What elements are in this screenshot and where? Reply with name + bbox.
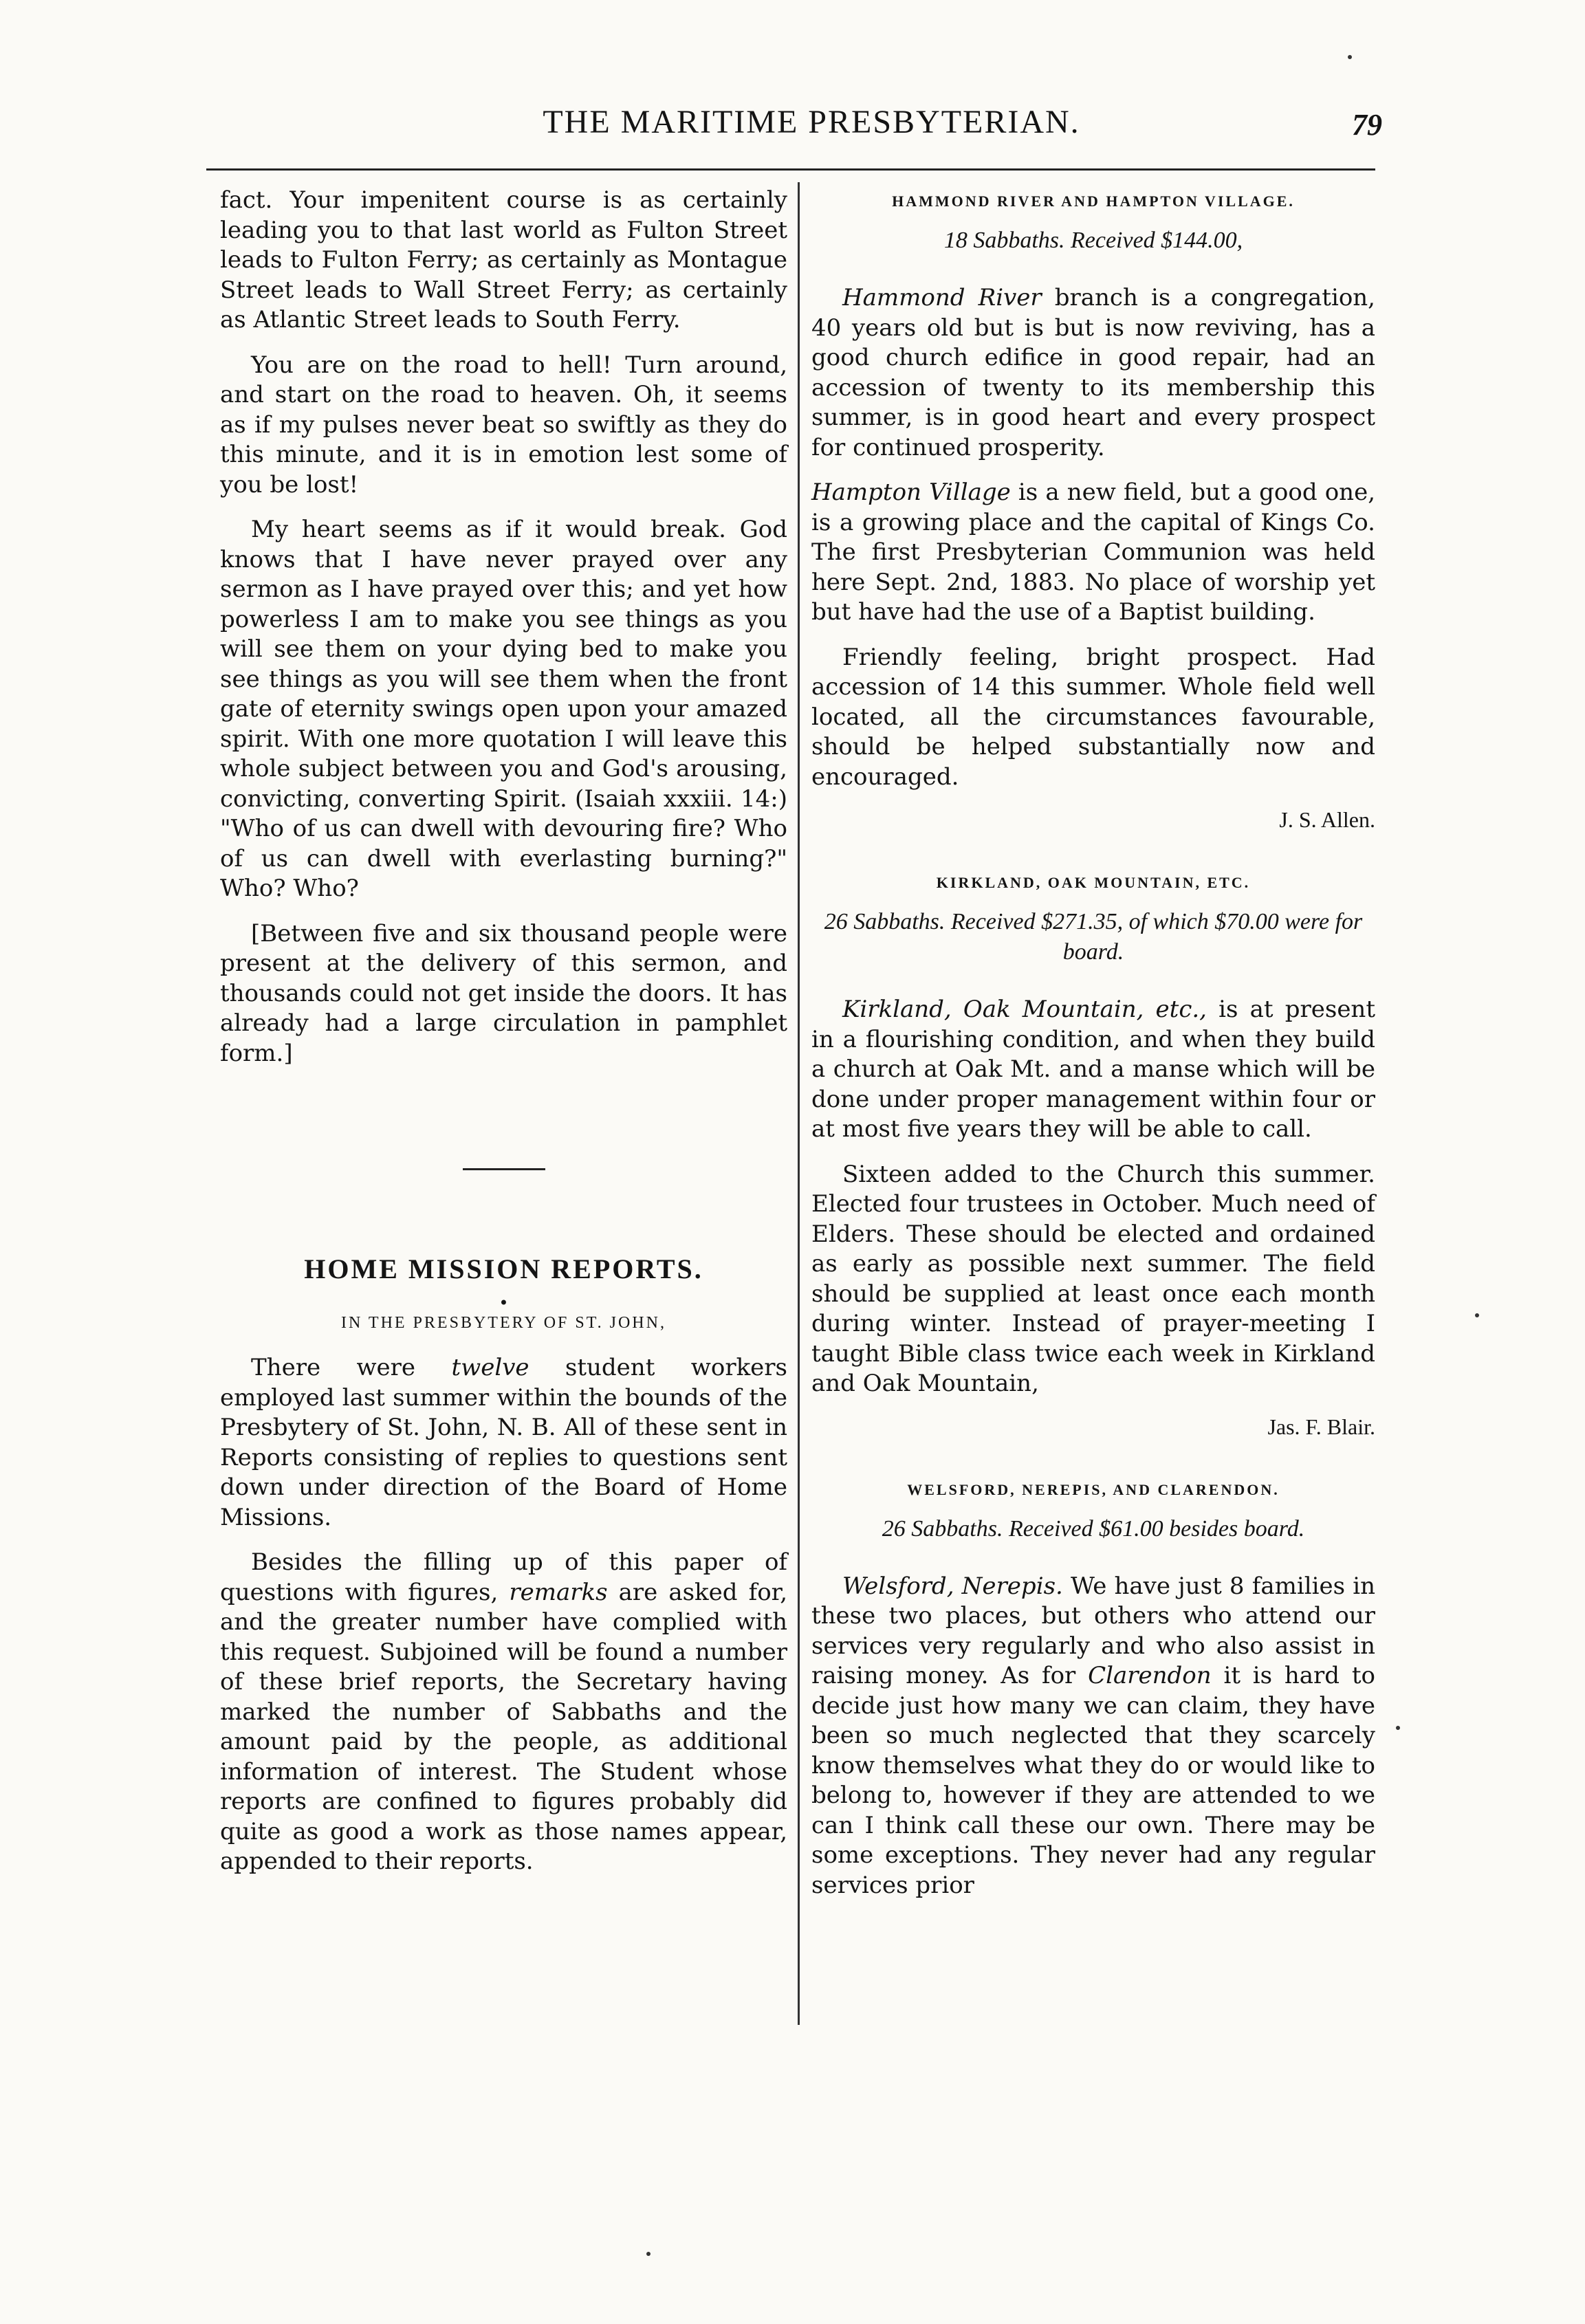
text-run: is at present in a flourishing condition, and when they build a church at Oak Mt. and a manse which will be done under proper management within four or at most five years they will be able to call. xyxy=(811,996,1375,1143)
emphasis: twelve xyxy=(451,1354,529,1381)
print-speck xyxy=(646,2252,651,2256)
left-paragraph-2: You are on the road to hell! Turn around, and start on the road to heaven. Oh, it seems as if my pulses never beat so swiftly as they do this minute, and it is in emotion lest some of you be lost! xyxy=(220,351,787,498)
presbytery-subheading: IN THE PRESBYTERY OF ST. JOHN, xyxy=(341,1314,666,1332)
right-paragraph-4 xyxy=(811,995,1375,1145)
right-paragraph-3: Friendly feeling, bright prospect. Had accession of 14 this summer. Whole field well located, all the circumstances favourable, should be helped substantially now and encouraged. xyxy=(811,643,1375,791)
left-paragraph-6 xyxy=(220,1548,787,1877)
column-divider xyxy=(798,182,800,2025)
right-paragraph-6 xyxy=(811,1572,1375,1901)
text-run: Besides the filling up of this paper of questions with figures, xyxy=(220,1548,787,1606)
print-speck xyxy=(1475,1313,1479,1317)
print-speck xyxy=(1348,55,1352,59)
text-run: student workers employed last summer within the bounds of the Presbytery of St. John, N. B. All of these sent in Reports consisting of replies to questions sent down under direction of the Board of Home Missions. xyxy=(220,1354,787,1531)
emphasis: remarks xyxy=(509,1578,608,1606)
header-rule xyxy=(206,168,1375,171)
section-separator xyxy=(463,1168,545,1170)
emphasis: Welsford, Nerepis. xyxy=(842,1572,1063,1600)
report-heading-kirkland: KIRKLAND, OAK MOUNTAIN, ETC. xyxy=(936,874,1251,891)
running-title: THE MARITIME PRESBYTERIAN. xyxy=(543,104,1080,140)
page-header xyxy=(179,103,1382,151)
emphasis: Kirkland, Oak Mountain, etc., xyxy=(842,996,1207,1023)
text-run: There were xyxy=(251,1354,452,1381)
page-number: 79 xyxy=(1352,108,1382,142)
right-paragraph-2 xyxy=(811,478,1375,628)
report-heading-hammond: HAMMOND RIVER AND HAMPTON VILLAGE. xyxy=(892,193,1295,210)
left-paragraph-3: My heart seems as if it would break. God knows that I have never prayed over any sermon as I have prayed over this; and yet how powerless I am to make you see things as you will see them on your dying bed to make you see things as you will see them when the front gate of eternity swings open upon your amazed spirit. With one more quotation I will leave this whole subject between you and God's arousing, convicting, converting Spirit. (Isaiah xxxiii. 14:) "Who of us can dwell with devouring fire? Who of us can dwell with everlasting burning?" Who? Who? xyxy=(220,516,787,902)
text-run: We have just 8 families in these two places, but others who attend our services very regularly and who also assist in raising money. As for xyxy=(811,1572,1375,1689)
report-summary-hammond: 18 Sabbaths. Received $144.00, xyxy=(943,228,1243,253)
report-summary-kirkland: 26 Sabbaths. Received $271.35, of which $70.00 were for board. xyxy=(824,909,1363,965)
emphasis: Hammond River xyxy=(842,284,1042,311)
signature-allen: J. S. Allen. xyxy=(1279,807,1375,832)
report-summary-welsford: 26 Sabbaths. Received $61.00 besides board. xyxy=(882,1515,1305,1542)
emphasis: Hampton Village xyxy=(811,479,1011,506)
text-run: are asked for, and the greater number have complied with this request. Subjoined will be found a number of these brief reports, the Secretary having marked the number of Sabbaths and the amount paid by the people, as additional information of interest. The Student whose reports are confined to figures probably did quite as good a work as those names appear, appended to their reports. xyxy=(220,1578,787,1875)
text-run: branch is a congregation, 40 years old but is but is now reviving, has a good church edifice in good repair, had an accession of twenty to its membership this summer, is in good heart and every prospect for continued prosperity. xyxy=(811,284,1375,461)
signature-blair: Jas. F. Blair. xyxy=(1267,1414,1375,1439)
text-run: is a new field, but a good one, is a growing place and the capital of Kings Co. The first Presbyterian Communion was held here Sept. 2nd, 1883. No place of worship yet but have had the use of a Baptist building. xyxy=(811,479,1376,626)
text-run: it is hard to decide just how many we can claim, they have been so much neglected that they scarcely know themselves what they do or would like to belong to, however if they are attended to we can I think call these our own. There may be some exceptions. They never had any regular services prior xyxy=(811,1662,1375,1899)
right-column xyxy=(811,186,1375,1916)
left-column xyxy=(220,186,787,1892)
home-mission-title: HOME MISSION REPORTS. xyxy=(304,1253,703,1284)
print-speck xyxy=(1396,1726,1400,1730)
left-paragraph-5 xyxy=(220,1353,787,1533)
left-paragraph-4: [Between five and six thousand people were present at the delivery of this sermon, and thousands could not get inside the doors. It has already had a large circulation in pamphlet form.] xyxy=(220,919,787,1067)
bullet-mark: • xyxy=(499,1293,509,1313)
emphasis: Clarendon xyxy=(1088,1662,1212,1689)
right-paragraph-5: Sixteen added to the Church this summer. Elected four trustees in October. Much need of Elders. These should be elected and ordained as early as possible next summer. The field should be supplied at least once each month during winter. Instead of prayer-meeting I taught Bible class twice each week in Kirkland and Oak Mountain, xyxy=(811,1160,1375,1397)
left-paragraph-1: fact. Your impenitent course is as certainly leading you to that last world as Fulton Street leads to Fulton Ferry; as certainly as Montague Street leads to Wall Street Ferry; as certainly as Atlantic Street leads to South Ferry. xyxy=(220,186,787,333)
right-paragraph-1 xyxy=(811,283,1375,463)
report-heading-welsford: WELSFORD, NEREPIS, AND CLARENDON. xyxy=(907,1480,1280,1498)
